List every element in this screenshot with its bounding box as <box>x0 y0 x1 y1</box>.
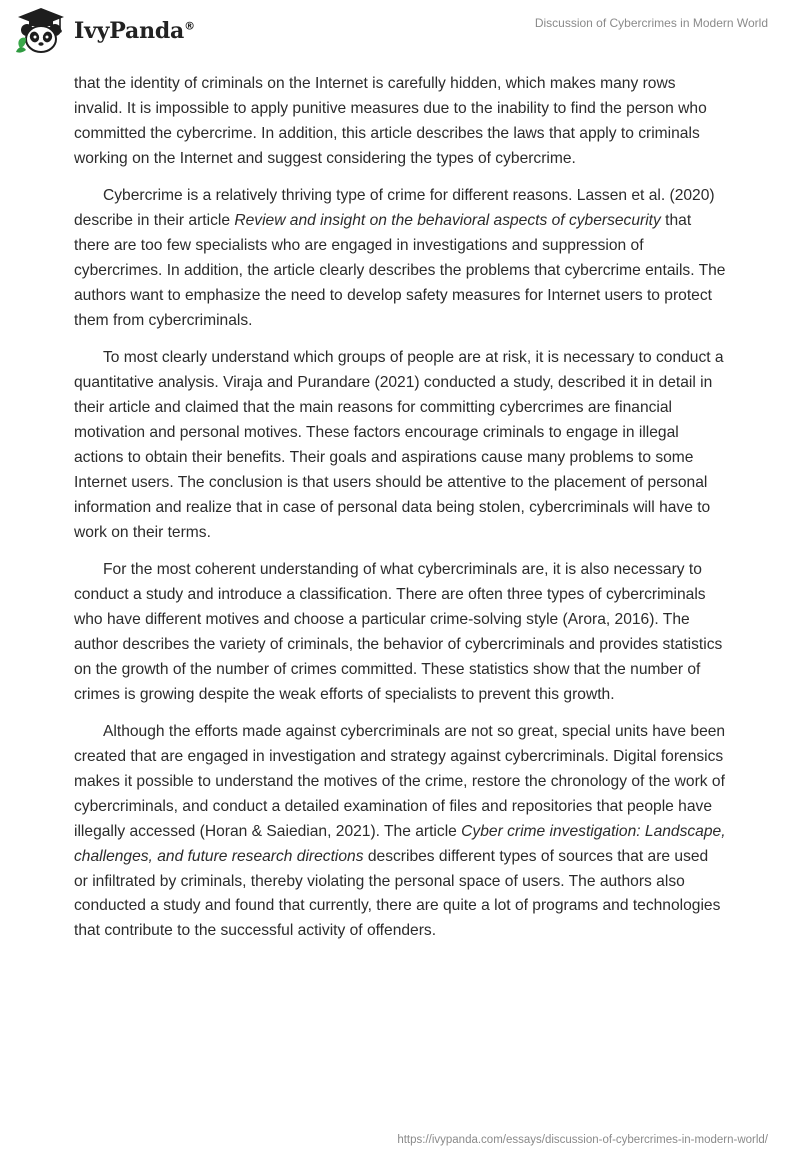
paragraph-1: that the identity of criminals on the Internet is carefully hidden, which makes many rows invalid. It is impossible to apply punitive measures due to the inability to find the person who committed the cybercrime. In addition, this article describes the laws that apply to criminals working on the Internet and suggest considering the types of cybercrime. <box>74 75 707 167</box>
paragraph-5: Although the efforts made against cybercriminals are not so great, special units have been created that are engaged in investigation and strategy against cybercriminals. Digital forensics makes it possible to understand the motives of the crime, restore the chronology of the work of cybercriminals, and conduct a detailed examination of files and repositories that people have illegally accessed (Horan & Saiedian, 2021). The article Cyber crime investigation: Landscape, challenges, and future research directions describes different types of sources that are used or infiltrated by criminals, thereby violating the personal space of users. The authors also conducted a study and found that currently, there are quite a lot of programs and technologies that contribute to the successful activity of offenders. <box>74 723 726 940</box>
footer-source-url[interactable]: https://ivypanda.com/essays/discussion-of-cybercrimes-in-modern-world/ <box>397 1134 768 1146</box>
paragraph-2: Cybercrime is a relatively thriving type of crime for different reasons. Lassen et al. (2020) describe in their article Review and insight on the behavioral aspects of cybersecurity that there are too few specialists who are engaged in investigations and suppression of cybercrimes. In addition, the article clearly describes the problems that cybercrime entails. The authors want to emphasize the need to develop safety measures for Internet users to protect them from cybercriminals. <box>74 187 726 329</box>
article-title-italic: Cyber crime investigation: Landscape, challenges, and future research directions <box>74 822 726 865</box>
paragraph-3: To most clearly understand which groups of people are at risk, it is necessary to conduct a quantitative analysis. Viraja and Purandare (2021) conducted a study, described it in detail in their article and claimed that the main reasons for committing cybercrimes are financial motivation and personal motives. These factors encourage criminals to engage in illegal actions to obtain their benefits. Their goals and aspirations cause many problems to some Internet users. The conclusion is that users should be attentive to the placement of personal information and realize that in case of personal data being stolen, cybercriminals will have to work on their terms. <box>74 349 724 541</box>
document-title: Discussion of Cybercrimes in Modern World <box>534 16 768 30</box>
page-header <box>0 0 800 64</box>
article-title-italic: Review and insight on the behavioral aspects of cybersecurity <box>234 212 661 230</box>
logo-wordmark: IvyPanda® <box>74 18 195 44</box>
ivypanda-logo[interactable] <box>14 6 195 56</box>
essay-body <box>74 72 726 957</box>
panda-graduate-icon <box>14 6 68 56</box>
paragraph-4: For the most coherent understanding of what cybercriminals are, it is also necessary to conduct a study and introduce a classification. There are often three types of cybercriminals who have different motives and choose a particular crime-solving style (Arora, 2016). The author describes the variety of criminals, the behavior of cybercriminals and provides statistics on the growth of the number of crimes committed. These statistics show that the number of crimes is growing despite the weak efforts of specialists to prevent this growth. <box>74 561 723 703</box>
